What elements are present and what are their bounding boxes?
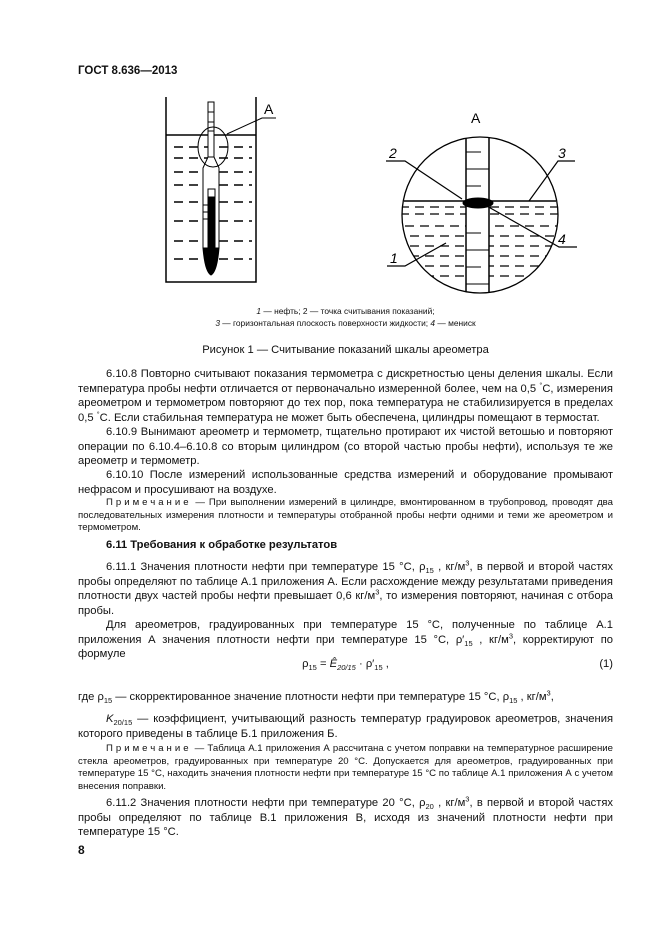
text: 6.10.8 Повторно считывают показания термометра с дискретностью цены деления шкалы. Если температура пробы нефти отличается от первоначально измеренной более, чем на 0,5: [78, 368, 613, 395]
page-number: 8: [78, 843, 85, 857]
legend-text: — точка считывания показаний;: [307, 306, 435, 316]
formula-number: (1): [599, 658, 613, 670]
label-3: 3: [558, 145, 566, 161]
sub: 15: [425, 566, 434, 576]
rho: ρ: [502, 691, 510, 703]
rho: ρ: [419, 561, 426, 573]
text: С. Если стабильная температура не может быть обеспечена, цилиндры помещают в термостат.: [99, 411, 600, 424]
sub: 15: [464, 638, 473, 648]
text: , корректируют по формуле: [78, 633, 613, 661]
formula-lhs: ρ: [302, 658, 309, 670]
text: , кг/м: [433, 797, 466, 809]
sub: 15: [308, 663, 317, 673]
document-header: ГОСТ 8.636—2013: [78, 65, 178, 77]
legend-num: 2: [302, 306, 308, 316]
k-symbol: K: [106, 713, 114, 725]
sub: 20: [425, 802, 434, 812]
text: , кг/м: [517, 691, 547, 703]
figure-legend: [78, 306, 613, 329]
sup: 3: [508, 630, 514, 640]
legend-text: — горизонтальная плоскость поверхности жидкости;: [219, 317, 431, 328]
text: — коэффициент, учитывающий разность температур градуировок ареометров, значения которого приведены в таблице Б.1 приложения Б.: [78, 713, 613, 740]
legend-num: 4: [430, 317, 436, 328]
label-4: 4: [558, 231, 566, 247]
sup: 3: [546, 688, 551, 698]
label-2: 2: [389, 145, 397, 161]
degree: °: [96, 409, 100, 419]
formula-rhs: ρ′: [365, 658, 375, 670]
sup: 3: [465, 794, 470, 804]
text: где: [78, 691, 98, 703]
legend-text: — нефть;: [261, 306, 303, 316]
degree: °: [539, 379, 543, 389]
note-label: Примечание: [106, 497, 192, 508]
paragraph-6-11-1: [78, 560, 613, 618]
label-a-left: A: [264, 101, 274, 117]
sub: 15: [509, 696, 518, 706]
paragraph-6-10-9: 6.10.9 Вынимают ареометр и термометр, тщательно протирают их чистой ветошью и повторяют операции по 6.10.4–6.10.8 со вторым цилиндром (со второй частью пробы нефти), используя те же ареометр и термометр.: [78, 426, 613, 468]
rho: ρ: [419, 797, 426, 809]
text: 6.11.1 Значения плотности нефти при температуре 15 °С,: [106, 561, 420, 573]
paragraph-6-10-8: [78, 367, 613, 425]
label-1: 1: [390, 250, 398, 266]
note-text: — Таблица А.1 приложения А рассчитана с учетом поправки на температурное расширение стекла ареометров, градуированных при температуре 20 °С. Допускается для ареометров, градуированных при температуре 15 °С, находить значения плотности нефти при температуре 15 °С по таблице А.1 приложения А с учетом внесения поправки.: [78, 743, 613, 792]
sub: 15: [374, 663, 383, 673]
section-heading-6-11: 6.11 Требования к обработке результатов: [106, 539, 338, 551]
figure-hydrometer-reading: [0, 0, 661, 310]
text: , в первой и второй частях пробы определяют по таблице А.1 приложения А. Если расхождение между результатами приведения плотности двух частей пробы нефти превышает 0,6 кг/м: [78, 561, 613, 603]
sub: 20/15: [113, 718, 133, 728]
legend-num: 3: [215, 317, 220, 328]
text: , кг/м: [472, 633, 509, 646]
vessel-drawing: [166, 97, 276, 282]
equals: =: [316, 658, 330, 670]
note-label: Примечание: [106, 743, 192, 754]
sub: 20/15: [337, 663, 356, 673]
text: , то измерения повторяют, начиная с отбора пробы.: [78, 590, 613, 617]
text: , в первой и второй частях пробы определяют по таблице В.1 приложения В, исходя из значений плотности нефти при температуре 15 °С.: [78, 797, 613, 839]
paragraph-areometers: [78, 618, 613, 662]
figure-caption: Рисунок 1 — Считывание показаний шкалы ареометра: [202, 344, 489, 356]
legend-num: 1: [256, 306, 262, 316]
legend-text: — мениск: [435, 317, 476, 328]
rho: ρ: [97, 691, 104, 703]
paragraph-6-11-2: [78, 796, 613, 840]
text: , кг/м: [433, 561, 466, 573]
where-1: [78, 690, 613, 705]
coefficient: Ê: [329, 658, 338, 670]
note-text: — При выполнении измерений в цилиндре, вмонтированном в трубопровод, проводят два последовательных измерения плотности и температуры отобранной пробы нефти одними и теми же ареометром и термометром.: [78, 497, 613, 534]
dot: ·: [355, 658, 366, 670]
magnified-view-drawing: [386, 130, 577, 300]
text: 6.11.2 Значения плотности нефти при температуре 20 °С,: [106, 797, 420, 809]
text: С, измерения ареометром и термометром повторяют до тех пор, пока температура не стабилизируется в пределах 0,5: [78, 382, 613, 424]
formula-1: [78, 657, 613, 672]
text: ,: [550, 691, 554, 703]
sub: 15: [103, 696, 113, 706]
note-1: [78, 497, 613, 535]
sup: 3: [375, 587, 380, 597]
note-2: [78, 743, 613, 793]
where-2: [78, 712, 613, 741]
label-a-right: A: [471, 110, 481, 126]
comma: ,: [382, 658, 389, 670]
paragraph-6-10-10: 6.10.10 После измерений использованные средства измерений и оборудование промывают нефрасом и просушивают на воздухе.: [78, 469, 613, 496]
rho-prime: ρ′: [455, 633, 465, 646]
sup: 3: [465, 558, 470, 568]
text: — скорректированное значение плотности нефти при температуре 15 °С,: [112, 691, 503, 703]
text: Для ареометров, градуированных при температуре 15 °С, полученные по таблице А.1 приложения А значения плотности нефти при температуре 15 °С,: [78, 619, 613, 646]
